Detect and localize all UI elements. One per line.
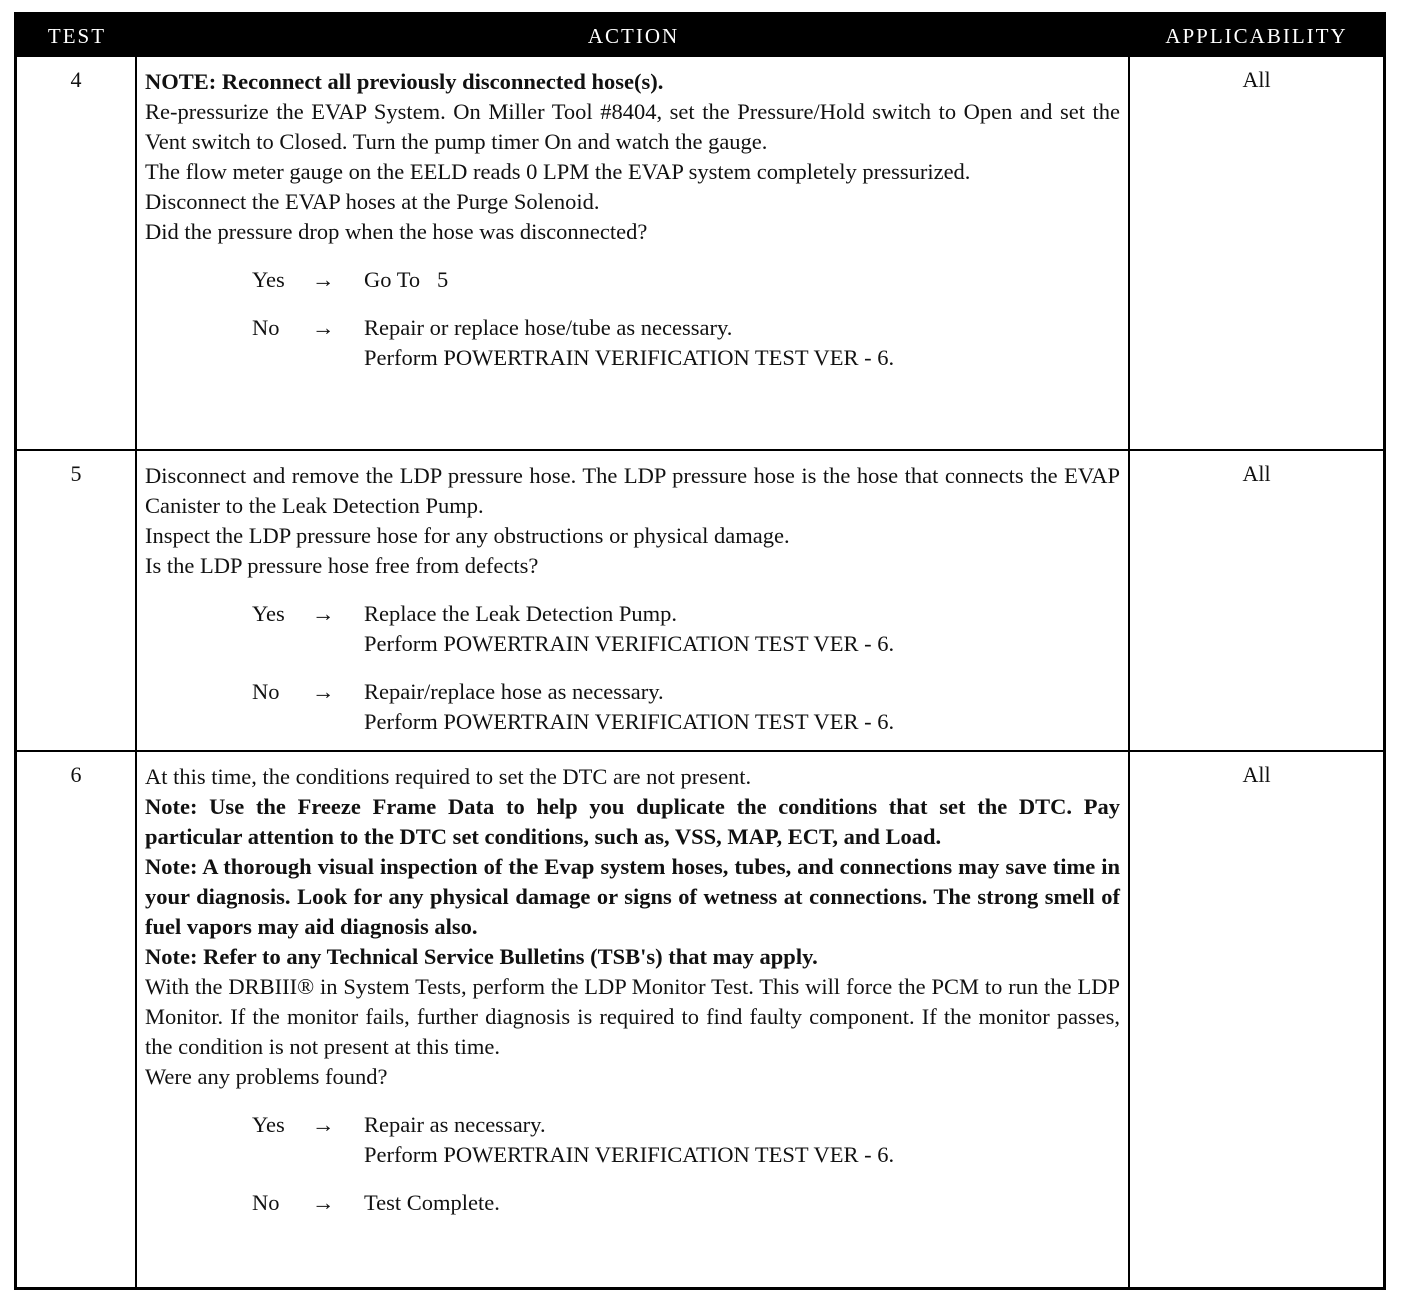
action-paragraph: Note: Refer to any Technical Service Bulletins (TSB's) that may apply. bbox=[145, 944, 818, 969]
answer-line: Perform POWERTRAIN VERIFICATION TEST VER - 6. bbox=[364, 345, 895, 370]
action-paragraph: The flow meter gauge on the EELD reads 0 LPM the EVAP system completely pressurized. bbox=[145, 159, 971, 184]
answer-result bbox=[364, 265, 1120, 295]
action-cell bbox=[137, 57, 1130, 449]
table-row bbox=[17, 750, 1383, 1290]
test-number: 6 bbox=[17, 752, 137, 1290]
answer-yes bbox=[145, 265, 1120, 295]
action-cell bbox=[137, 752, 1130, 1290]
answer-result bbox=[364, 677, 1120, 737]
table-row bbox=[17, 449, 1383, 750]
answer-line: Perform POWERTRAIN VERIFICATION TEST VER - 6. bbox=[364, 709, 895, 734]
action-paragraph: Re-pressurize the EVAP System. On Miller Tool #8404, set the Pressure/Hold switch to Open and set the Vent switch to Closed. Turn the pump timer On and watch the gauge. bbox=[145, 99, 1120, 154]
answer-line: Perform POWERTRAIN VERIFICATION TEST VER - 6. bbox=[364, 1142, 895, 1167]
action-cell bbox=[137, 451, 1130, 750]
action-paragraph: Inspect the LDP pressure hose for any obstructions or physical damage. bbox=[145, 523, 790, 548]
answer-line: Repair/replace hose as necessary. bbox=[364, 679, 664, 704]
action-paragraph: Were any problems found? bbox=[145, 1064, 388, 1089]
arrow-right-icon: → bbox=[312, 1190, 335, 1215]
answer-no bbox=[145, 1188, 1120, 1218]
header-applicability: APPLICABILITY bbox=[1165, 23, 1348, 48]
header-test: TEST bbox=[47, 23, 107, 48]
action-paragraph: At this time, the conditions required to set the DTC are not present. bbox=[145, 764, 752, 789]
applicability-cell: All bbox=[1242, 461, 1271, 486]
answer-line: Repair as necessary. bbox=[364, 1112, 546, 1137]
arrow-right-icon: → bbox=[312, 267, 335, 292]
test-table bbox=[14, 12, 1386, 1290]
table-row bbox=[17, 57, 1383, 449]
answer-result bbox=[364, 1188, 1120, 1218]
arrow-right-icon: → bbox=[312, 315, 335, 340]
answer-line: Test Complete. bbox=[364, 1190, 500, 1215]
action-paragraph: Did the pressure drop when the hose was disconnected? bbox=[145, 219, 648, 244]
test-number: 5 bbox=[17, 451, 137, 750]
action-paragraph: Note: A thorough visual inspection of the Evap system hoses, tubes, and connections may save time in your diagnosis. Look for any physical damage or signs of wetness at connections. The strong smell of fuel vapors may aid diagnosis also. bbox=[145, 854, 1120, 939]
action-paragraph: NOTE: Reconnect all previously disconnected hose(s). bbox=[145, 69, 664, 94]
answer-line: Repair or replace hose/tube as necessary. bbox=[364, 315, 733, 340]
arrow-right-icon: → bbox=[312, 679, 335, 704]
answer-key: No bbox=[252, 1190, 280, 1215]
answer-yes bbox=[145, 599, 1120, 659]
action-paragraph: With the DRBIII® in System Tests, perform the LDP Monitor Test. This will force the PCM to run the LDP Monitor. If the monitor fails, further diagnosis is required to find faulty component. If the monitor passes, the condition is not present at this time. bbox=[145, 974, 1120, 1059]
answer-key: Yes bbox=[252, 1112, 285, 1137]
action-paragraph: Is the LDP pressure hose free from defects? bbox=[145, 553, 539, 578]
answer-key: No bbox=[252, 679, 280, 704]
applicability-cell: All bbox=[1242, 67, 1271, 92]
answer-key: Yes bbox=[252, 601, 285, 626]
action-paragraph: Disconnect the EVAP hoses at the Purge Solenoid. bbox=[145, 189, 600, 214]
answer-key: No bbox=[252, 315, 280, 340]
answer-result bbox=[364, 313, 1120, 373]
table-header bbox=[17, 15, 1383, 57]
applicability-cell: All bbox=[1242, 762, 1271, 787]
action-paragraph: Note: Use the Freeze Frame Data to help you duplicate the conditions that set the DTC. Pay particular attention to the DTC set conditions, such as, VSS, MAP, ECT, and Load. bbox=[145, 794, 1120, 849]
answer-line: Replace the Leak Detection Pump. bbox=[364, 601, 678, 626]
answer-key: Yes bbox=[252, 267, 285, 292]
action-paragraph: Disconnect and remove the LDP pressure hose. The LDP pressure hose is the hose that connects the EVAP Canister to the Leak Detection Pump. bbox=[145, 463, 1120, 518]
answer-yes bbox=[145, 1110, 1120, 1170]
answer-no bbox=[145, 313, 1120, 373]
arrow-right-icon: → bbox=[312, 601, 335, 626]
answer-result bbox=[364, 1110, 1120, 1170]
answer-line: Perform POWERTRAIN VERIFICATION TEST VER - 6. bbox=[364, 631, 895, 656]
arrow-right-icon: → bbox=[312, 1112, 335, 1137]
header-action: ACTION bbox=[587, 23, 680, 48]
answer-result bbox=[364, 599, 1120, 659]
answer-no bbox=[145, 677, 1120, 737]
answer-line: Go To 5 bbox=[364, 267, 449, 292]
test-number: 4 bbox=[17, 57, 137, 449]
